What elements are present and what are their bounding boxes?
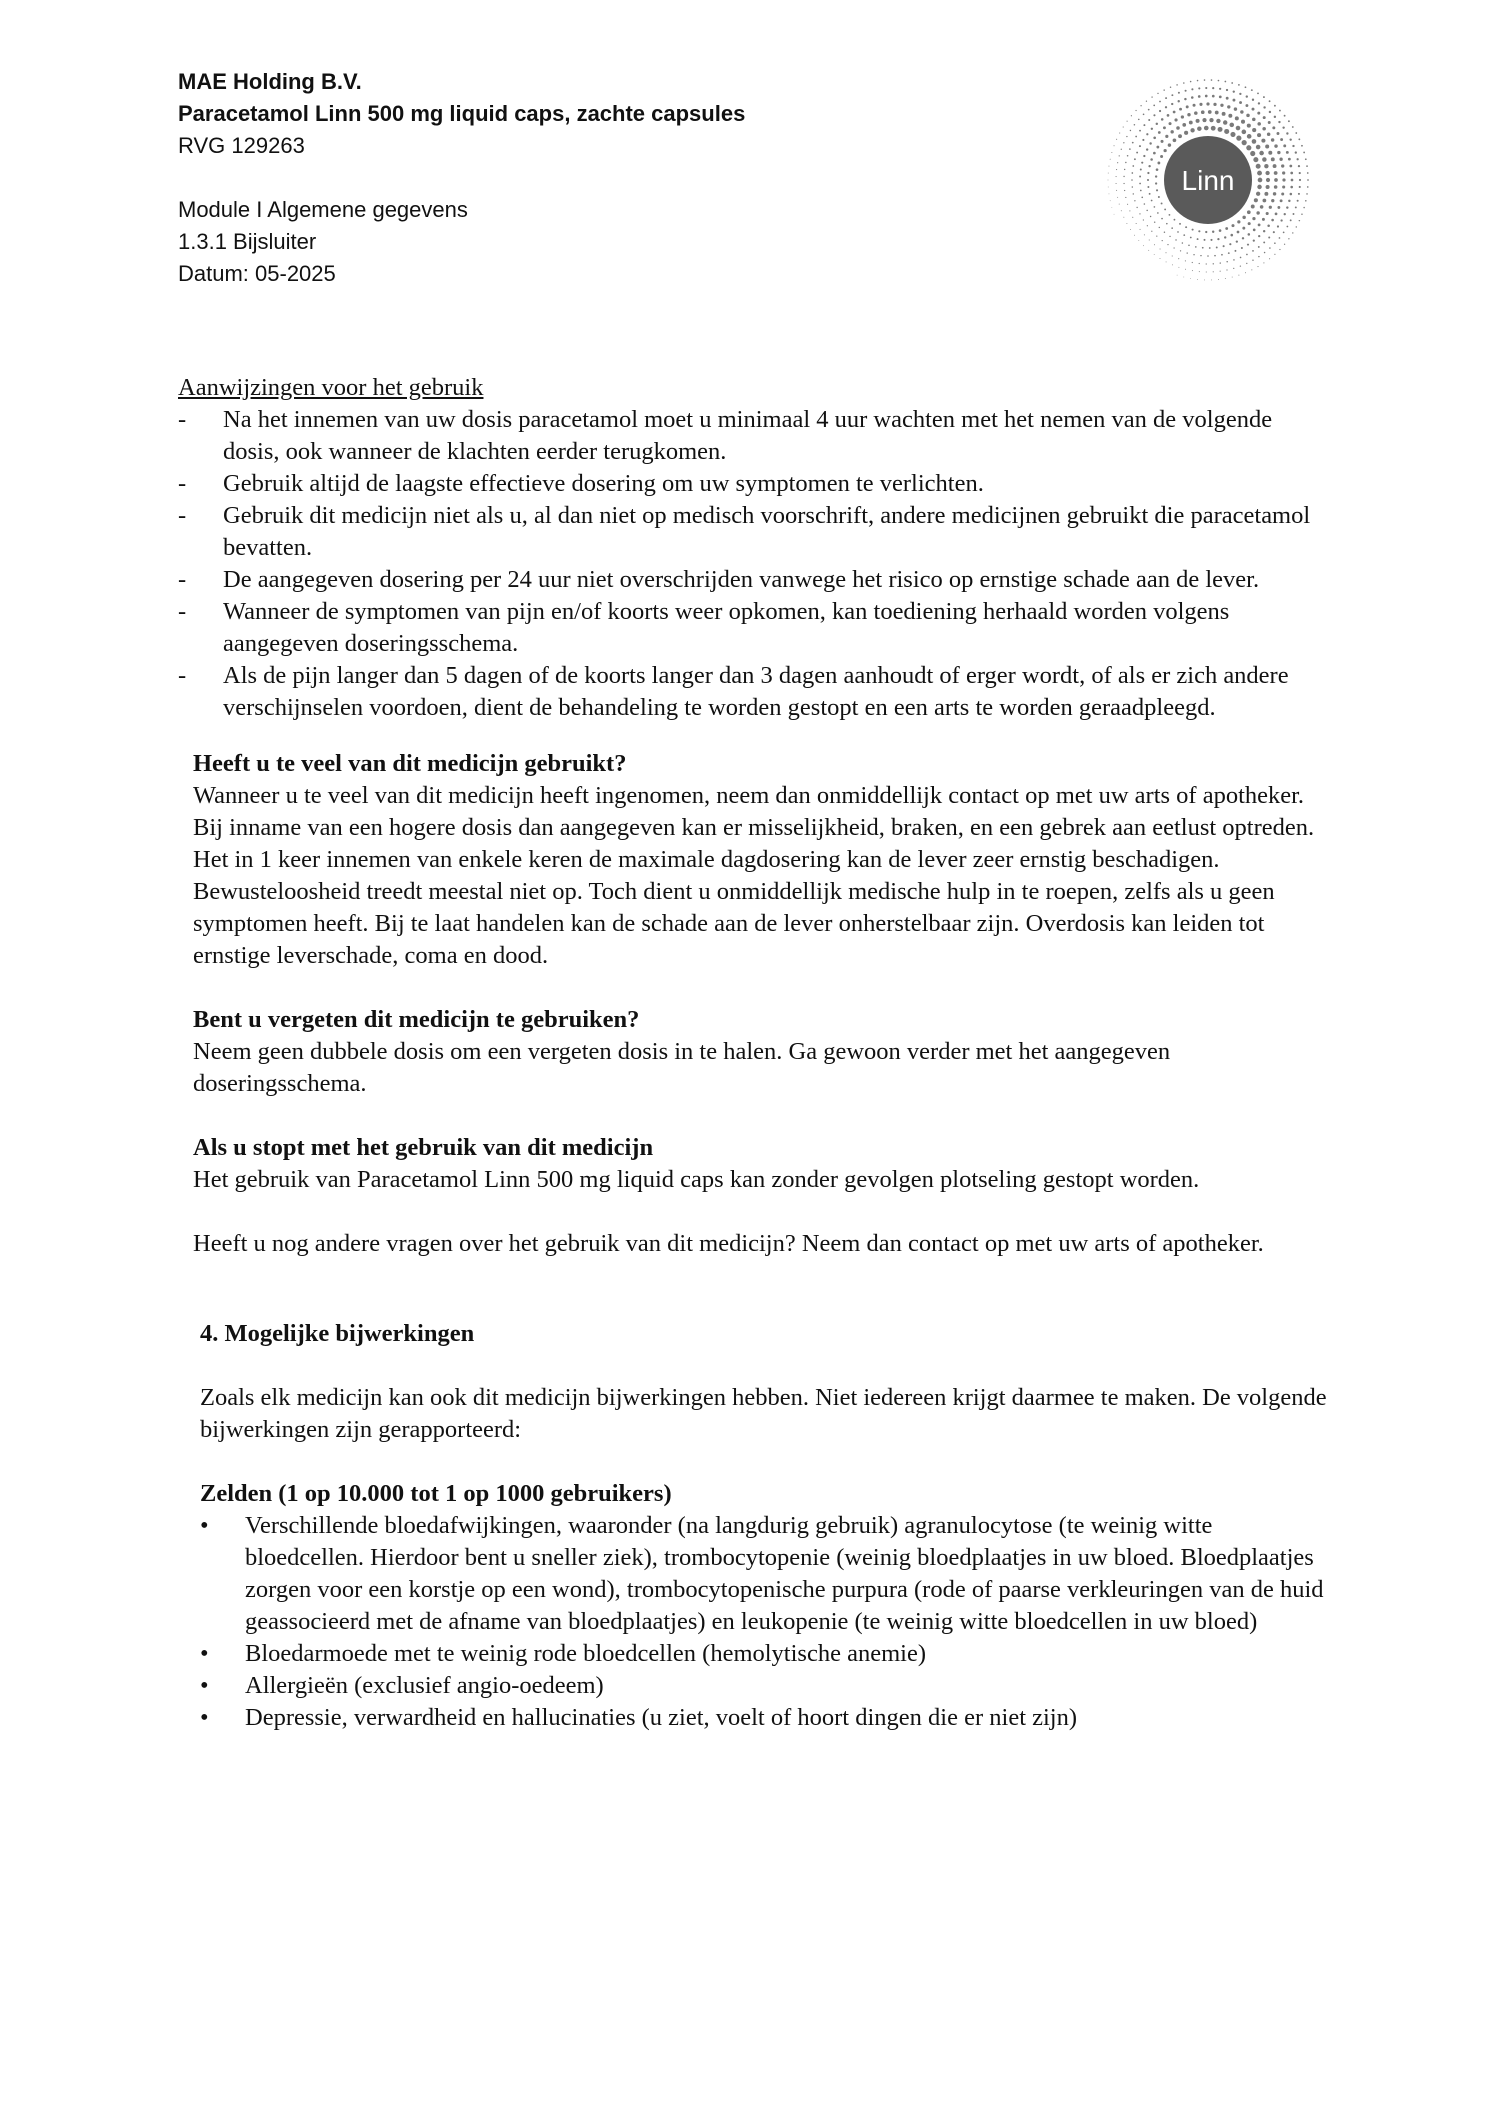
list-item: - Gebruik altijd de laagste effectieve dosering om uw symptomen te verlichten. bbox=[178, 468, 1328, 500]
product-name: Paracetamol Linn 500 mg liquid caps, zachte capsules bbox=[178, 101, 746, 126]
logo-text: Linn bbox=[1181, 165, 1235, 196]
list-item: - Gebruik dit medicijn niet als u, al dan niet op medisch voorschrift, andere medicijnen gebruikt die paracetamol bevatten. bbox=[178, 500, 1328, 564]
usage-title: Aanwijzingen voor het gebruik bbox=[178, 374, 484, 401]
side-effects-section bbox=[200, 1318, 1328, 1734]
stop-text: Het gebruik van Paracetamol Linn 500 mg liquid caps kan zonder gevolgen plotseling gestopt worden. bbox=[193, 1166, 1200, 1193]
overdose-text: Wanneer u te veel van dit medicijn heeft ingenomen, neem dan onmiddellijk contact op met uw arts of apotheker. Bij inname van een hogere dosis dan aangegeven kan er misselijkheid, braken, en een gebrek aan eetlust optreden. Het in 1 keer innemen van enkele keren de maximale dagdosering kan de lever zeer ernstig beschadigen. Bewusteloosheid treedt meestal niet op. Toch dient u onmiddellijk medische hulp in te roepen, zelfs als u geen symptomen heeft. Bij te laat handelen kan de schade aan de lever onherstelbaar zijn. Overdosis kan leiden tot ernstige leverschade, coma en dood. bbox=[193, 782, 1315, 969]
rvg-number: RVG 129263 bbox=[178, 133, 305, 158]
usage-list bbox=[178, 404, 1328, 724]
list-item: • Allergieën (exclusief angio-oedeem) bbox=[200, 1670, 1328, 1702]
leaflet-content bbox=[178, 372, 1328, 1734]
company-name: MAE Holding B.V. bbox=[178, 69, 362, 94]
list-item: • Bloedarmoede met te weinig rode bloedcellen (hemolytische anemie) bbox=[200, 1638, 1328, 1670]
rare-list bbox=[200, 1510, 1328, 1734]
questions-section bbox=[193, 1228, 1328, 1260]
list-item: • Verschillende bloedafwijkingen, waaronder (na langdurig gebruik) agranulocytose (te weinig witte bloedcellen. Hierdoor bent u sneller ziek), trombocytopenie (weinig bloedplaatjes in uw bloed. Bloedplaatjes zorgen voor een korstje op een wond), trombocytopenische purpura (rode of paarse verkleuringen van de huid geassocieerd met de afname van bloedplaatjes) en leukopenie (te weinig witte bloedcellen in uw bloed) bbox=[200, 1510, 1328, 1638]
side-effects-title: 4. Mogelijke bijwerkingen bbox=[200, 1320, 475, 1347]
stop-section bbox=[193, 1132, 1328, 1196]
list-item: - Als de pijn langer dan 5 dagen of de koorts langer dan 3 dagen aanhoudt of erger wordt, of als er zich andere verschijnselen voordoen, dient de behandeling te worden gestopt en een arts te worden geraadpleegd. bbox=[178, 660, 1328, 724]
stop-title: Als u stopt met het gebruik van dit medicijn bbox=[193, 1134, 654, 1161]
list-item: - De aangegeven dosering per 24 uur niet overschrijden vanwege het risico op ernstige schade aan de lever. bbox=[178, 564, 1328, 596]
rare-title: Zelden (1 op 10.000 tot 1 op 1000 gebruikers) bbox=[200, 1480, 672, 1507]
forgot-section bbox=[193, 1004, 1328, 1100]
overdose-title: Heeft u te veel van dit medicijn gebruikt? bbox=[193, 750, 627, 777]
document-header bbox=[178, 66, 745, 290]
linn-logo-icon bbox=[1098, 70, 1318, 290]
module-label: Module I Algemene gegevens bbox=[178, 197, 468, 222]
forgot-title: Bent u vergeten dit medicijn te gebruiken? bbox=[193, 1006, 640, 1033]
document-date: Datum: 05-2025 bbox=[178, 261, 336, 286]
list-item: - Na het innemen van uw dosis paracetamol moet u minimaal 4 uur wachten met het nemen van de volgende dosis, ook wanneer de klachten eerder terugkomen. bbox=[178, 404, 1328, 468]
side-effects-intro: Zoals elk medicijn kan ook dit medicijn bijwerkingen hebben. Niet iedereen krijgt daarmee te maken. De volgende bijwerkingen zijn gerapporteerd: bbox=[200, 1384, 1327, 1443]
list-item: • Depressie, verwardheid en hallucinaties (u ziet, voelt of hoort dingen die er niet zijn) bbox=[200, 1702, 1328, 1734]
list-item: - Wanneer de symptomen van pijn en/of koorts weer opkomen, kan toediening herhaald worden volgens aangegeven doseringsschema. bbox=[178, 596, 1328, 660]
forgot-text: Neem geen dubbele dosis om een vergeten dosis in te halen. Ga gewoon verder met het aangegeven doseringsschema. bbox=[193, 1038, 1171, 1097]
questions-text: Heeft u nog andere vragen over het gebruik van dit medicijn? Neem dan contact op met uw arts of apotheker. bbox=[193, 1230, 1264, 1257]
overdose-section bbox=[193, 748, 1328, 972]
section-label: 1.3.1 Bijsluiter bbox=[178, 229, 317, 254]
